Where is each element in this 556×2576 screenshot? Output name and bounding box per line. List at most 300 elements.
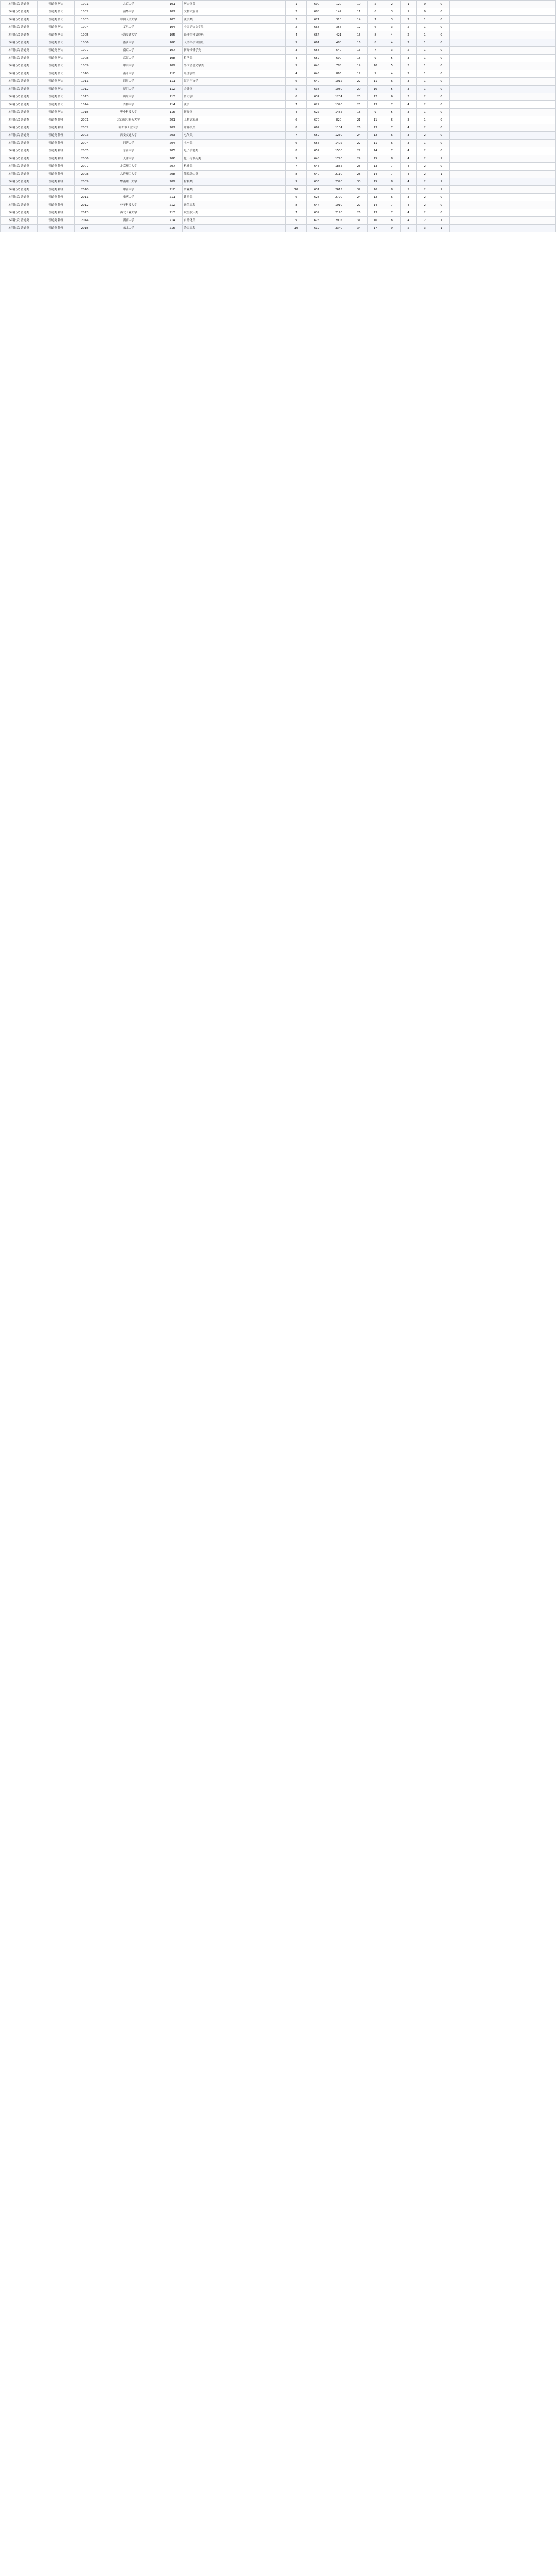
cell-major: 通信工程 [183, 201, 286, 209]
cell-c5: 2 [416, 201, 433, 209]
cell-major: 工科试验班 [183, 116, 286, 124]
cell-plan_code: 207 [162, 163, 183, 171]
cell-c6: 0 [433, 101, 449, 109]
cell-category: 普通类 物理 [38, 116, 75, 124]
cell-category: 普通类 历史 [38, 78, 75, 86]
cell-plan_code: 111 [162, 78, 183, 86]
cell-score: 652 [306, 55, 327, 62]
cell-code: 2011 [75, 194, 95, 201]
cell-c6: 0 [433, 132, 449, 140]
cell-major: 能源动力类 [183, 171, 286, 178]
cell-category: 普通类 历史 [38, 109, 75, 116]
cell-c2: 9 [367, 70, 384, 78]
cell-plan_code: 112 [162, 86, 183, 93]
cell-school: 中山大学 [95, 62, 162, 70]
cell-rank: 3340 [327, 225, 351, 232]
cell-c6: 0 [433, 86, 449, 93]
cell-c5: 1 [416, 78, 433, 86]
cell-c2: 8 [367, 31, 384, 39]
cell-note [449, 209, 555, 217]
cell-score: 648 [306, 155, 327, 163]
cell-c1: 22 [351, 78, 367, 86]
cell-note [449, 178, 555, 186]
cell-plan_code: 215 [162, 225, 183, 232]
cell-code: 1002 [75, 8, 95, 16]
cell-category: 普通类 历史 [38, 55, 75, 62]
cell-code: 1007 [75, 47, 95, 55]
cell-plan: 6 [286, 116, 306, 124]
cell-code: 2015 [75, 225, 95, 232]
cell-plan: 6 [286, 140, 306, 147]
cell-rank: 1530 [327, 147, 351, 155]
cell-batch: 本科批次 普通类 [1, 86, 38, 93]
cell-code: 1014 [75, 101, 95, 109]
cell-c5: 1 [416, 24, 433, 31]
cell-c2: 7 [367, 16, 384, 24]
cell-c1: 27 [351, 147, 367, 155]
table-row [1, 209, 556, 217]
cell-plan_code: 101 [162, 1, 183, 8]
cell-c6: 0 [433, 24, 449, 31]
cell-c4: 3 [400, 140, 416, 147]
cell-score: 662 [306, 124, 327, 132]
cell-category: 普通类 物理 [38, 124, 75, 132]
cell-plan: 4 [286, 70, 306, 78]
cell-note [449, 163, 555, 171]
cell-c1: 26 [351, 209, 367, 217]
table-row [1, 186, 556, 194]
cell-c6: 0 [433, 39, 449, 47]
cell-school: 电子科技大学 [95, 201, 162, 209]
cell-c6: 0 [433, 109, 449, 116]
cell-code: 1008 [75, 55, 95, 62]
cell-c1: 28 [351, 171, 367, 178]
cell-score: 655 [306, 140, 327, 147]
cell-major: 土木类 [183, 140, 286, 147]
cell-c4: 4 [400, 171, 416, 178]
cell-c6: 0 [433, 116, 449, 124]
cell-c5: 2 [416, 171, 433, 178]
table-row [1, 178, 556, 186]
cell-c3: 7 [384, 171, 400, 178]
cell-batch: 本科批次 普通类 [1, 132, 38, 140]
cell-code: 2010 [75, 186, 95, 194]
cell-note [449, 217, 555, 225]
cell-c4: 3 [400, 86, 416, 93]
cell-plan_code: 204 [162, 140, 183, 147]
cell-batch: 本科批次 普通类 [1, 62, 38, 70]
cell-c2: 14 [367, 171, 384, 178]
cell-c4: 3 [400, 194, 416, 201]
cell-school: 哈尔滨工业大学 [95, 124, 162, 132]
cell-major: 经济管理试验班 [183, 31, 286, 39]
cell-plan: 5 [286, 62, 306, 70]
cell-c4: 2 [400, 39, 416, 47]
cell-major: 建筑类 [183, 194, 286, 201]
cell-c1: 20 [351, 86, 367, 93]
cell-c6: 0 [433, 147, 449, 155]
cell-plan_code: 103 [162, 16, 183, 24]
cell-note [449, 225, 555, 232]
cell-plan_code: 107 [162, 47, 183, 55]
cell-c4: 2 [400, 16, 416, 24]
cell-batch: 本科批次 普通类 [1, 8, 38, 16]
cell-major: 计算机类 [183, 124, 286, 132]
cell-major: 外国语言文学类 [183, 62, 286, 70]
cell-c6: 1 [433, 155, 449, 163]
cell-c5: 2 [416, 217, 433, 225]
cell-major: 自动化类 [183, 217, 286, 225]
cell-rank: 2320 [327, 178, 351, 186]
table-row [1, 47, 556, 55]
table-row [1, 194, 556, 201]
cell-c1: 30 [351, 178, 367, 186]
cell-c3: 8 [384, 217, 400, 225]
cell-c5: 1 [416, 70, 433, 78]
cell-batch: 本科批次 普通类 [1, 209, 38, 217]
cell-plan: 4 [286, 31, 306, 39]
cell-score: 668 [306, 24, 327, 31]
cell-score: 688 [306, 8, 327, 16]
cell-c2: 6 [367, 24, 384, 31]
table-row [1, 171, 556, 178]
cell-c6: 0 [433, 209, 449, 217]
cell-plan: 7 [286, 209, 306, 217]
cell-rank: 310 [327, 16, 351, 24]
cell-code: 1006 [75, 39, 95, 47]
cell-school: 东北大学 [95, 225, 162, 232]
cell-c1: 24 [351, 194, 367, 201]
cell-c5: 1 [416, 62, 433, 70]
cell-c2: 14 [367, 201, 384, 209]
cell-rank: 1080 [327, 86, 351, 93]
cell-plan: 7 [286, 101, 306, 109]
cell-c1: 18 [351, 55, 367, 62]
cell-c6: 0 [433, 1, 449, 8]
cell-c2: 13 [367, 163, 384, 171]
cell-score: 638 [306, 86, 327, 93]
cell-c4: 4 [400, 155, 416, 163]
cell-c6: 0 [433, 31, 449, 39]
cell-rank: 2170 [327, 209, 351, 217]
cell-plan_code: 113 [162, 93, 183, 101]
cell-c6: 0 [433, 201, 449, 209]
cell-note [449, 194, 555, 201]
cell-rank: 820 [327, 116, 351, 124]
cell-c6: 0 [433, 70, 449, 78]
cell-plan_code: 104 [162, 24, 183, 31]
cell-code: 1015 [75, 109, 95, 116]
table-row [1, 16, 556, 24]
cell-note [449, 70, 555, 78]
cell-rank: 1855 [327, 163, 351, 171]
cell-c4: 3 [400, 62, 416, 70]
cell-major: 法学 [183, 101, 286, 109]
cell-c2: 15 [367, 155, 384, 163]
cell-school: 南京大学 [95, 47, 162, 55]
cell-c2: 9 [367, 55, 384, 62]
cell-code: 2013 [75, 209, 95, 217]
cell-c4: 2 [400, 70, 416, 78]
cell-score: 661 [306, 39, 327, 47]
cell-plan_code: 212 [162, 201, 183, 209]
cell-c2: 12 [367, 194, 384, 201]
cell-c1: 18 [351, 109, 367, 116]
cell-c3: 6 [384, 132, 400, 140]
cell-rank: 421 [327, 31, 351, 39]
cell-c6: 0 [433, 78, 449, 86]
cell-code: 2014 [75, 217, 95, 225]
cell-code: 2004 [75, 140, 95, 147]
cell-c3: 8 [384, 155, 400, 163]
cell-plan: 3 [286, 47, 306, 55]
cell-batch: 本科批次 普通类 [1, 171, 38, 178]
cell-score: 645 [306, 70, 327, 78]
cell-rank: 1910 [327, 201, 351, 209]
table-row [1, 201, 556, 209]
cell-c3: 7 [384, 124, 400, 132]
cell-c4: 3 [400, 109, 416, 116]
cell-plan: 6 [286, 194, 306, 201]
cell-c6: 1 [433, 171, 449, 178]
cell-batch: 本科批次 普通类 [1, 1, 38, 8]
cell-c6: 1 [433, 178, 449, 186]
cell-batch: 本科批次 普通类 [1, 116, 38, 124]
cell-c5: 1 [416, 16, 433, 24]
cell-c3: 4 [384, 39, 400, 47]
cell-school: 南开大学 [95, 70, 162, 78]
cell-batch: 本科批次 普通类 [1, 201, 38, 209]
cell-plan_code: 206 [162, 155, 183, 163]
cell-c1: 11 [351, 8, 367, 16]
cell-c4: 3 [400, 55, 416, 62]
cell-plan: 2 [286, 8, 306, 16]
cell-batch: 本科批次 普通类 [1, 70, 38, 78]
cell-plan: 6 [286, 93, 306, 101]
cell-c2: 14 [367, 147, 384, 155]
cell-school: 西北工业大学 [95, 209, 162, 217]
cell-code: 2005 [75, 147, 95, 155]
cell-score: 690 [306, 1, 327, 8]
cell-plan: 1 [286, 1, 306, 8]
cell-c5: 0 [416, 8, 433, 16]
cell-category: 普通类 物理 [38, 178, 75, 186]
cell-school: 清华大学 [95, 8, 162, 16]
cell-c1: 23 [351, 93, 367, 101]
cell-c1: 12 [351, 24, 367, 31]
cell-category: 普通类 物理 [38, 171, 75, 178]
cell-c2: 15 [367, 178, 384, 186]
cell-code: 2007 [75, 163, 95, 171]
cell-c2: 17 [367, 225, 384, 232]
cell-note [449, 78, 555, 86]
cell-batch: 本科批次 普通类 [1, 55, 38, 62]
cell-c3: 3 [384, 8, 400, 16]
cell-note [449, 101, 555, 109]
table-row [1, 8, 556, 16]
cell-code: 1003 [75, 16, 95, 24]
cell-rank: 788 [327, 62, 351, 70]
cell-code: 1012 [75, 86, 95, 93]
cell-category: 普通类 历史 [38, 39, 75, 47]
cell-note [449, 1, 555, 8]
cell-c1: 17 [351, 70, 367, 78]
cell-plan_code: 213 [162, 209, 183, 217]
cell-major: 机械类 [183, 163, 286, 171]
cell-score: 648 [306, 62, 327, 70]
cell-plan_code: 102 [162, 8, 183, 16]
cell-rank: 1230 [327, 132, 351, 140]
cell-school: 上海交通大学 [95, 31, 162, 39]
cell-school: 北京航空航天大学 [95, 116, 162, 124]
cell-c3: 6 [384, 78, 400, 86]
cell-code: 1013 [75, 93, 95, 101]
cell-batch: 本科批次 普通类 [1, 78, 38, 86]
cell-rank: 540 [327, 47, 351, 55]
cell-score: 645 [306, 163, 327, 171]
table-row [1, 39, 556, 47]
cell-c3: 6 [384, 140, 400, 147]
cell-note [449, 116, 555, 124]
cell-c4: 2 [400, 47, 416, 55]
cell-c4: 4 [400, 217, 416, 225]
cell-school: 北京大学 [95, 1, 162, 8]
cell-batch: 本科批次 普通类 [1, 178, 38, 186]
cell-category: 普通类 历史 [38, 8, 75, 16]
cell-code: 1010 [75, 70, 95, 78]
cell-major: 冶金工程 [183, 225, 286, 232]
cell-code: 2003 [75, 132, 95, 140]
cell-batch: 本科批次 普通类 [1, 217, 38, 225]
cell-score: 644 [306, 201, 327, 209]
cell-batch: 本科批次 普通类 [1, 39, 38, 47]
cell-c5: 1 [416, 39, 433, 47]
cell-school: 东南大学 [95, 147, 162, 155]
cell-note [449, 186, 555, 194]
cell-c3: 6 [384, 93, 400, 101]
cell-c3: 9 [384, 225, 400, 232]
cell-plan_code: 211 [162, 194, 183, 201]
cell-plan: 8 [286, 147, 306, 155]
cell-plan_code: 115 [162, 109, 183, 116]
cell-c6: 0 [433, 55, 449, 62]
cell-plan_code: 109 [162, 62, 183, 70]
cell-code: 2009 [75, 178, 95, 186]
cell-code: 2012 [75, 201, 95, 209]
cell-major: 汉语言文学 [183, 78, 286, 86]
cell-school: 北京理工大学 [95, 163, 162, 171]
cell-rank: 1720 [327, 155, 351, 163]
cell-school: 华南理工大学 [95, 178, 162, 186]
cell-c5: 2 [416, 132, 433, 140]
cell-batch: 本科批次 普通类 [1, 24, 38, 31]
cell-score: 659 [306, 132, 327, 140]
cell-c1: 29 [351, 155, 367, 163]
cell-batch: 本科批次 普通类 [1, 31, 38, 39]
cell-c2: 10 [367, 86, 384, 93]
cell-c6: 0 [433, 8, 449, 16]
cell-school: 华中科技大学 [95, 109, 162, 116]
table-row [1, 116, 556, 124]
cell-c6: 0 [433, 124, 449, 132]
cell-note [449, 124, 555, 132]
cell-c5: 2 [416, 101, 433, 109]
cell-plan_code: 202 [162, 124, 183, 132]
cell-batch: 本科批次 普通类 [1, 16, 38, 24]
table-row [1, 70, 556, 78]
cell-plan: 5 [286, 86, 306, 93]
cell-batch: 本科批次 普通类 [1, 101, 38, 109]
cell-c5: 1 [416, 86, 433, 93]
cell-c3: 8 [384, 186, 400, 194]
cell-major: 新闻传播学类 [183, 47, 286, 55]
cell-c3: 6 [384, 116, 400, 124]
cell-plan: 6 [286, 78, 306, 86]
cell-major: 法学类 [183, 16, 286, 24]
cell-c3: 5 [384, 62, 400, 70]
cell-c2: 13 [367, 209, 384, 217]
table-row [1, 140, 556, 147]
cell-major: 经济学类 [183, 70, 286, 78]
cell-c6: 0 [433, 47, 449, 55]
cell-major: 矿业类 [183, 186, 286, 194]
cell-rank: 2905 [327, 217, 351, 225]
cell-major: 会计学 [183, 86, 286, 93]
cell-c2: 13 [367, 101, 384, 109]
cell-category: 普通类 物理 [38, 201, 75, 209]
cell-c1: 26 [351, 124, 367, 132]
table-row [1, 1, 556, 8]
cell-c5: 1 [416, 55, 433, 62]
cell-c6: 0 [433, 16, 449, 24]
cell-category: 普通类 历史 [38, 62, 75, 70]
cell-c2: 6 [367, 8, 384, 16]
cell-c1: 31 [351, 217, 367, 225]
cell-c1: 25 [351, 163, 367, 171]
cell-c1: 19 [351, 62, 367, 70]
table-row [1, 124, 556, 132]
cell-major: 材料类 [183, 178, 286, 186]
cell-school: 中国人民大学 [95, 16, 162, 24]
cell-note [449, 201, 555, 209]
cell-c6: 1 [433, 225, 449, 232]
cell-note [449, 147, 555, 155]
cell-school: 复旦大学 [95, 24, 162, 31]
cell-code: 2008 [75, 171, 95, 178]
cell-c5: 2 [416, 124, 433, 132]
cell-c1: 15 [351, 31, 367, 39]
cell-c2: 10 [367, 62, 384, 70]
cell-c3: 2 [384, 1, 400, 8]
cell-plan: 10 [286, 225, 306, 232]
cell-school: 吉林大学 [95, 101, 162, 109]
cell-c1: 34 [351, 225, 367, 232]
cell-note [449, 132, 555, 140]
cell-c2: 11 [367, 140, 384, 147]
cell-note [449, 171, 555, 178]
cell-c6: 0 [433, 93, 449, 101]
cell-plan_code: 203 [162, 132, 183, 140]
cell-c5: 2 [416, 93, 433, 101]
cell-c3: 7 [384, 147, 400, 155]
cell-school: 西安交通大学 [95, 132, 162, 140]
cell-plan: 8 [286, 171, 306, 178]
cell-school: 重庆大学 [95, 194, 162, 201]
cell-batch: 本科批次 普通类 [1, 93, 38, 101]
cell-plan_code: 208 [162, 171, 183, 178]
cell-code: 2006 [75, 155, 95, 163]
cell-c4: 4 [400, 209, 416, 217]
